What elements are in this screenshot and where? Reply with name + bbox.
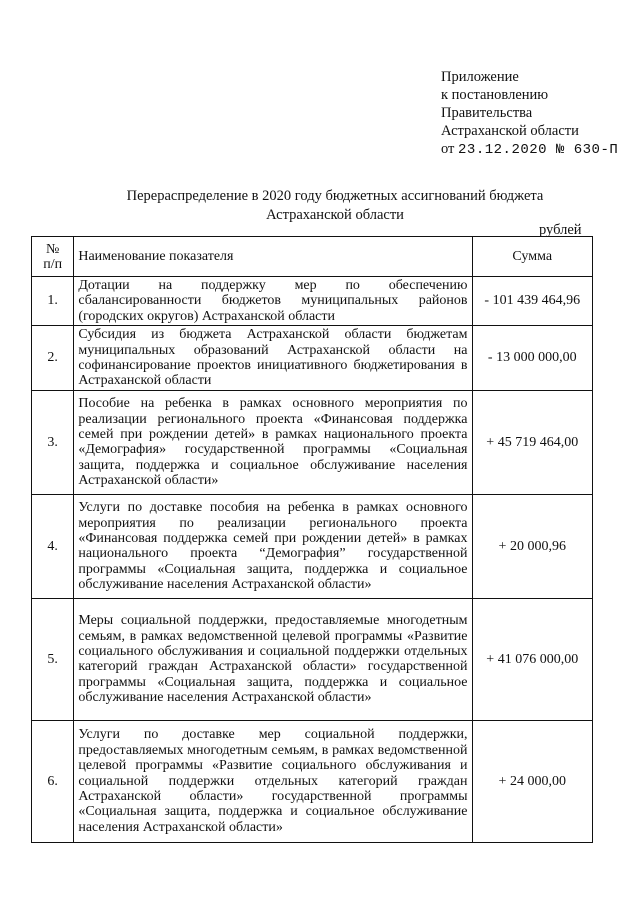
document-title-line-1: Перераспределение в 2020 году бюджетных ассигнований бюджета xyxy=(126,188,544,204)
row-number: 2. xyxy=(32,326,74,391)
document-title-line-2: Астраханской области xyxy=(266,207,404,223)
appendix-line-1: Приложение xyxy=(441,69,519,85)
row-name: Услуги по доставке мер социальной поддержки, предоставляемых многодетным семьям, в рамках ведомственной целевой программы «Развитие социального обслуживания и социальной поддержки отдельных категорий граждан Астраханской области» государственной программы «Социальная защита, поддержка и социальное обслуживание населения Астраханской области» xyxy=(74,720,472,842)
row-name: Меры социальной поддержки, предоставляемые многодетным семьям, в рамках ведомственной целевой программы «Развитие социального обслуживания и социальной поддержки отдельных категорий граждан Астраханской области» государственной программы «Социальная защита, поддержка и социальное обслуживание населения Астраханской области» xyxy=(74,598,472,720)
table-row xyxy=(32,390,593,494)
row-sum: + 20 000,96 xyxy=(472,494,593,598)
table-row xyxy=(32,598,593,720)
row-sum: - 13 000 000,00 xyxy=(472,326,593,391)
row-number: 6. xyxy=(32,720,74,842)
appendix-date-number: 23.12.2020 № 630-П xyxy=(458,142,619,158)
row-number: 3. xyxy=(32,390,74,494)
header-sum: Сумма xyxy=(472,237,593,277)
appendix-line-3: Правительства xyxy=(441,105,533,121)
header-name: Наименование показателя xyxy=(74,237,472,277)
table-row xyxy=(32,720,593,842)
currency-unit: рублей xyxy=(539,222,582,238)
row-name: Услуги по доставке пособия на ребенка в рамках основного мероприятия по реализации регионального проекта «Финансовая поддержка семей при рождении детей» в рамках национального проекта “Демография” государственной программы «Социальная защита, поддержка и социальное обслуживание населения Астраханской области» xyxy=(74,494,472,598)
appendix-line-2: к постановлению xyxy=(441,87,549,103)
appendix-line-4: Астраханской области xyxy=(441,123,579,139)
row-name: Пособие на ребенка в рамках основного мероприятия по реализации регионального проекта «Финансовая поддержка семей при рождении детей» в рамках национального проекта «Демография» государственной программы «Социальная защита, поддержка и социальное обслуживание населения Астраханской области» xyxy=(74,390,472,494)
row-number: 4. xyxy=(32,494,74,598)
row-sum: + 45 719 464,00 xyxy=(472,390,593,494)
document-title xyxy=(60,187,610,225)
row-sum: + 41 076 000,00 xyxy=(472,598,593,720)
table-row xyxy=(32,277,593,326)
appendix-date-line xyxy=(441,140,631,159)
header-number-line-1: № xyxy=(45,241,60,257)
table-row xyxy=(32,494,593,598)
appendix-date-prefix: от xyxy=(441,141,455,157)
row-number: 5. xyxy=(32,598,74,720)
row-name: Дотации на поддержку мер по обеспечению сбалансированности бюджетов муниципальных районов (городских округов) Астраханской области xyxy=(74,277,472,326)
row-name: Субсидия из бюджета Астраханской области бюджетам муниципальных образований Астраханской области на софинансирование проектов инициативного бюджетирования в Астраханской области xyxy=(74,326,472,391)
table-row xyxy=(32,326,593,391)
appendix-block xyxy=(441,68,631,159)
row-sum: - 101 439 464,96 xyxy=(472,277,593,326)
header-number xyxy=(32,237,74,277)
header-number-line-2: п/п xyxy=(43,256,63,272)
row-number: 1. xyxy=(32,277,74,326)
row-sum: + 24 000,00 xyxy=(472,720,593,842)
table-header-row xyxy=(32,237,593,277)
budget-table xyxy=(31,236,593,843)
